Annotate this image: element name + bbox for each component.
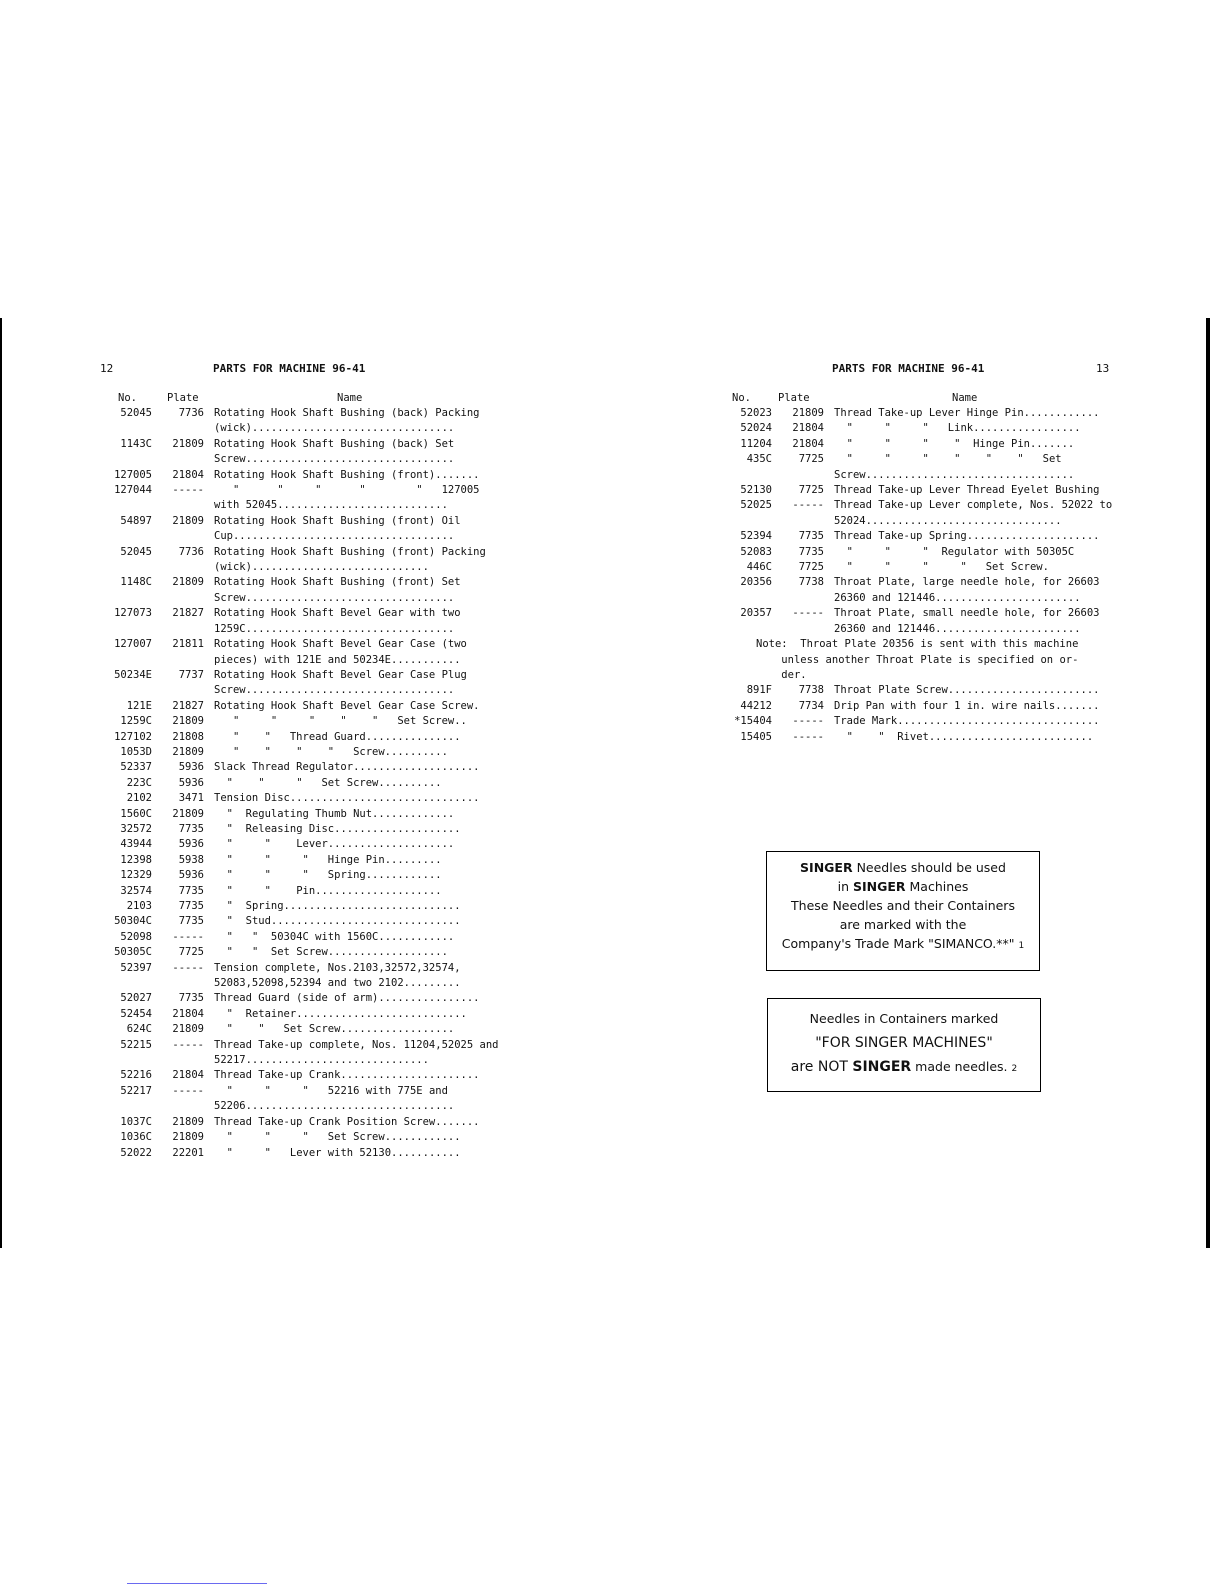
not-singer-notice-box	[767, 998, 1041, 1092]
part-name: Thread Take-up complete, Nos. 11204,52025 and 52217.............................	[214, 1038, 505, 1067]
table-row	[100, 606, 510, 637]
right-page-header	[720, 362, 1130, 380]
table-row	[100, 776, 510, 791]
table-row	[100, 575, 510, 606]
part-name: Drip Pan with four 1 in. wire nails.......	[834, 699, 1100, 712]
part-name: Tension complete, Nos.2103,32572,32574, 52083,52098,52394 and two 2102.........	[214, 961, 467, 990]
box2-line3-pre: are NOT	[790, 1059, 853, 1075]
left-page	[100, 362, 510, 1161]
part-number: 52130	[740, 484, 772, 497]
left-page-edge	[0, 318, 2, 1248]
table-row	[100, 1130, 510, 1145]
plate-number: 21804	[792, 437, 824, 450]
box1-line2-text: Machines	[905, 879, 969, 894]
plate-number: -----	[792, 607, 824, 620]
table-row	[100, 483, 510, 514]
left-page-header	[100, 362, 510, 380]
part-name: " " " 52216 with 775E and 52206.................................	[214, 1084, 455, 1113]
plate-number: 7737	[178, 668, 204, 681]
plate-number: 21809	[172, 715, 204, 728]
col-plate-header: Plate	[167, 392, 199, 404]
plate-number: -----	[792, 715, 824, 728]
part-name: Rotating Hook Shaft Bushing (front) Oil Cup...................................	[214, 514, 467, 543]
plate-number: 22201	[172, 1146, 204, 1159]
table-row	[100, 868, 510, 883]
table-row	[100, 1022, 510, 1037]
part-name: " " " Spring............	[214, 869, 442, 882]
part-name: Rotating Hook Shaft Bevel Gear with two 1259C.................................	[214, 607, 467, 635]
table-row	[720, 560, 1130, 575]
part-number: 15405	[740, 730, 772, 743]
part-number: 52045	[120, 407, 152, 419]
table-row	[720, 529, 1130, 544]
plate-number: -----	[172, 961, 204, 974]
table-row	[100, 853, 510, 868]
part-name: " " " Hinge Pin.........	[214, 853, 442, 866]
box2-line3	[768, 1055, 1040, 1081]
part-name: " " Set Screw..................	[214, 1023, 455, 1036]
table-row	[100, 406, 510, 437]
part-number: 223C	[126, 776, 152, 789]
plate-number: 7736	[178, 545, 204, 558]
part-number: 52023	[740, 407, 772, 419]
col-no-header: No.	[118, 392, 137, 404]
part-number: 52394	[740, 530, 772, 543]
part-name: Thread Guard (side of arm)................	[214, 992, 480, 1005]
page-title: PARTS FOR MACHINE 96-41	[832, 362, 985, 375]
part-name: " " Set Screw...................	[214, 946, 448, 959]
table-row	[100, 945, 510, 960]
plate-number: -----	[172, 1084, 204, 1097]
part-name: " " " " " 127005 with 52045...........................	[214, 484, 486, 512]
part-number: 11204	[740, 437, 772, 450]
part-number: 1259C	[120, 715, 152, 728]
plate-number: 7735	[178, 822, 204, 835]
part-name: " " " " " " Set Screw.................................	[834, 453, 1075, 481]
plate-number: 21809	[172, 1115, 204, 1128]
table-row	[100, 1038, 510, 1069]
part-name: Rotating Hook Shaft Bushing (back) Set Screw.................................	[214, 437, 461, 466]
part-name: Thread Take-up Spring.....................	[834, 530, 1100, 543]
part-name: Thread Take-up Crank......................	[214, 1069, 480, 1082]
table-row	[100, 930, 510, 945]
part-number: 52022	[120, 1146, 152, 1159]
table-row	[100, 791, 510, 806]
part-number: 127007	[114, 638, 152, 651]
plate-number: 21804	[172, 1007, 204, 1020]
plate-number: 21804	[172, 1069, 204, 1082]
part-number: 54897	[120, 514, 152, 527]
part-name: " " " " Hinge Pin.......	[834, 437, 1075, 450]
table-row	[100, 807, 510, 822]
table-row	[100, 837, 510, 852]
table-row	[720, 575, 1130, 606]
col-name-header: Name	[952, 392, 978, 404]
plate-number: 21809	[172, 1131, 204, 1144]
plate-number: 21809	[172, 1023, 204, 1036]
table-row	[100, 514, 510, 545]
part-number: 2102	[126, 792, 152, 805]
part-name: " " Lever with 52130...........	[214, 1146, 461, 1159]
box1-line1-text: Needles should be used	[852, 860, 1006, 875]
parts-list-left	[100, 406, 510, 1161]
box1-line2	[767, 877, 1039, 896]
plate-number: 21804	[172, 468, 204, 481]
table-row	[720, 545, 1130, 560]
table-row	[100, 884, 510, 899]
table-row	[100, 1068, 510, 1083]
part-number: 1036C	[120, 1131, 152, 1144]
part-number: 1037C	[120, 1115, 152, 1128]
plate-number: -----	[172, 1038, 204, 1051]
part-number: 1053D	[120, 745, 152, 758]
plate-number: -----	[172, 930, 204, 943]
table-row	[100, 899, 510, 914]
part-number: 50234E	[114, 668, 152, 681]
part-number: 32574	[120, 884, 152, 897]
plate-number: 7735	[178, 992, 204, 1005]
part-name: Rotating Hook Shaft Bevel Gear Case Plug Screw.................................	[214, 668, 474, 697]
box1-line4: are marked with the	[839, 917, 967, 932]
part-number: 127044	[114, 484, 152, 497]
part-number: 52397	[120, 961, 152, 974]
table-row	[100, 914, 510, 929]
part-number: 20356	[740, 576, 772, 589]
plate-number: -----	[792, 730, 824, 743]
plate-number: 5936	[178, 869, 204, 882]
part-number: 1148C	[120, 576, 152, 589]
box-mark: 1	[1018, 941, 1025, 951]
plate-number: 7735	[178, 900, 204, 912]
part-number: 121E	[126, 699, 152, 712]
part-name: Throat Plate, large needle hole, for 26603 26360 and 121446.......................	[834, 576, 1106, 604]
plate-number: 21809	[172, 437, 204, 450]
plate-number: 7725	[798, 484, 824, 497]
table-row	[100, 730, 510, 745]
table-row	[720, 406, 1130, 421]
plate-number: 7735	[798, 545, 824, 558]
part-number: 43944	[120, 838, 152, 851]
plate-number: 21809	[172, 745, 204, 758]
brand-name: SINGER	[852, 1059, 912, 1075]
part-name: " Spring............................	[214, 900, 461, 912]
part-number: 127102	[114, 730, 152, 743]
footer-link-underline	[127, 1583, 267, 1584]
plate-number: 7735	[798, 530, 824, 543]
plate-number: 5936	[178, 838, 204, 851]
part-name: " " " " Set Screw.	[834, 561, 1049, 574]
page-number: 12	[100, 362, 114, 375]
box-mark: 2	[1011, 1064, 1018, 1074]
parts-list-right-continued	[720, 683, 1130, 745]
table-row	[100, 760, 510, 775]
part-number: *15404	[734, 715, 772, 728]
part-number: 12398	[120, 853, 152, 866]
table-row	[720, 730, 1130, 745]
table-row	[720, 452, 1130, 483]
column-headers	[720, 392, 1130, 406]
part-number: 435C	[746, 453, 772, 466]
box1-line5	[767, 934, 1039, 956]
table-row	[720, 498, 1130, 529]
part-name: " Releasing Disc....................	[214, 822, 461, 835]
col-name-header: Name	[337, 392, 363, 404]
table-row	[100, 1146, 510, 1161]
trademark-text: Company's Trade Mark "SIMANCO.**"	[781, 936, 1015, 951]
part-number: 32572	[120, 822, 152, 835]
part-name: Thread Take-up Lever complete, Nos. 52022 to 52024...............................	[834, 499, 1119, 527]
part-number: 52098	[120, 930, 152, 943]
part-number: 891F	[746, 684, 772, 697]
part-name: " " " Regulator with 50305C	[834, 545, 1075, 558]
table-row	[100, 437, 510, 468]
part-name: Rotating Hook Shaft Bushing (front) Packing (wick)............................	[214, 545, 493, 574]
right-page-edge	[1206, 318, 1210, 1248]
box1-line3: These Needles and their Containers	[791, 898, 1015, 913]
part-name: " " " Set Screw............	[214, 1131, 461, 1144]
part-name: Thread Take-up Lever Thread Eyelet Bushing	[834, 484, 1100, 497]
plate-number: 5938	[178, 853, 204, 866]
table-row	[100, 668, 510, 699]
part-number: 52454	[120, 1007, 152, 1020]
part-name: " " 50304C with 1560C............	[214, 930, 455, 943]
part-name: Throat Plate, small needle hole, for 26603 26360 and 121446.......................	[834, 607, 1106, 635]
part-name: " " Thread Guard...............	[214, 730, 461, 743]
box2-line3-text: made needles.	[911, 1059, 1008, 1074]
part-name: " Regulating Thumb Nut.............	[214, 807, 455, 820]
part-name: " " Rivet..........................	[834, 730, 1094, 743]
right-page	[720, 362, 1130, 745]
plate-number: 21827	[172, 607, 204, 620]
page-number: 13	[1096, 362, 1110, 375]
box1-line2-pre: in	[837, 879, 853, 894]
needles-notice-box	[766, 851, 1040, 971]
throat-plate-note: Note: Throat Plate 20356 is sent with this machine unless another Throat Plate is specified on or- der.	[756, 638, 1079, 681]
part-name: " " " Set Screw..........	[214, 776, 442, 789]
table-row	[720, 421, 1130, 436]
part-name: " " Lever....................	[214, 838, 455, 851]
part-name: Trade Mark................................	[834, 715, 1100, 728]
plate-number: 7725	[178, 946, 204, 959]
brand-name: SINGER	[853, 879, 906, 894]
table-row	[100, 822, 510, 837]
table-row	[100, 714, 510, 729]
part-name: " " " Link.................	[834, 422, 1081, 435]
part-number: 52083	[740, 545, 772, 558]
table-row	[100, 1115, 510, 1130]
part-name: Rotating Hook Shaft Bevel Gear Case (two pieces) with 121E and 50234E...........	[214, 638, 474, 666]
plate-number: 7738	[798, 684, 824, 697]
part-name: " Stud..............................	[214, 915, 461, 928]
part-name: " Retainer...........................	[214, 1007, 467, 1020]
part-name: " " " " Screw..........	[214, 745, 448, 758]
part-number: 446C	[746, 561, 772, 574]
part-number: 50305C	[114, 946, 152, 959]
table-row	[100, 699, 510, 714]
table-row	[100, 961, 510, 992]
box2-line2: "FOR SINGER MACHINES"	[815, 1035, 993, 1051]
part-number: 52215	[120, 1038, 152, 1051]
col-no-header: No.	[732, 392, 751, 404]
plate-number: 7738	[798, 576, 824, 589]
box2-line1: Needles in Containers marked	[809, 1011, 999, 1026]
part-number: 50304C	[114, 915, 152, 928]
part-name: Rotating Hook Shaft Bushing (front) Set Screw.................................	[214, 576, 467, 604]
table-row	[100, 545, 510, 576]
part-number: 52027	[120, 992, 152, 1005]
part-number: 52024	[740, 422, 772, 435]
plate-number: 7735	[178, 915, 204, 928]
part-name: Rotating Hook Shaft Bevel Gear Case Screw.	[214, 699, 480, 712]
plate-number: 7734	[798, 699, 824, 712]
table-row	[100, 637, 510, 668]
table-row	[720, 683, 1130, 698]
part-number: 52337	[120, 761, 152, 774]
table-row	[720, 483, 1130, 498]
table-row	[100, 468, 510, 483]
plate-number: 21809	[172, 576, 204, 589]
part-number: 44212	[740, 699, 772, 712]
table-row	[100, 991, 510, 1006]
part-name: " " Pin....................	[214, 884, 442, 897]
table-row	[100, 1007, 510, 1022]
part-name: Tension Disc..............................	[214, 792, 480, 805]
plate-number: 21809	[172, 807, 204, 820]
part-name: Thread Take-up Lever Hinge Pin............	[834, 407, 1100, 419]
part-number: 2103	[126, 900, 152, 912]
page-title: PARTS FOR MACHINE 96-41	[213, 362, 366, 375]
table-row	[720, 699, 1130, 714]
part-number: 52217	[120, 1084, 152, 1097]
plate-number: -----	[172, 484, 204, 497]
plate-number: 5936	[178, 761, 204, 774]
plate-number: 7725	[798, 453, 824, 466]
column-headers	[100, 392, 510, 406]
part-number: 20357	[740, 607, 772, 620]
table-row	[720, 714, 1130, 729]
table-row	[720, 437, 1130, 452]
part-number: 127073	[114, 607, 152, 620]
plate-number: 21809	[792, 407, 824, 419]
col-plate-header: Plate	[778, 392, 810, 404]
part-number: 1560C	[120, 807, 152, 820]
plate-number: 7735	[178, 884, 204, 897]
parts-list-right	[720, 406, 1130, 637]
table-row	[100, 745, 510, 760]
part-name: Rotating Hook Shaft Bushing (front).......	[214, 468, 480, 481]
plate-number: 21827	[172, 699, 204, 712]
part-number: 52025	[740, 499, 772, 512]
brand-name: SINGER	[800, 860, 853, 875]
plate-number: 3471	[178, 792, 204, 805]
part-name: Thread Take-up Crank Position Screw.......	[214, 1115, 480, 1128]
part-number: 624C	[126, 1023, 152, 1036]
part-name: " " " " " Set Screw..	[214, 715, 467, 728]
plate-number: 21811	[172, 638, 204, 651]
plate-number: 21804	[792, 422, 824, 435]
plate-number: 21808	[172, 730, 204, 743]
box1-line1	[767, 858, 1039, 877]
part-name: Slack Thread Regulator....................	[214, 761, 480, 774]
part-name: Rotating Hook Shaft Bushing (back) Packing (wick)................................	[214, 407, 486, 435]
part-number: 127005	[114, 468, 152, 481]
part-number: 52216	[120, 1069, 152, 1082]
part-number: 12329	[120, 869, 152, 882]
part-name: Throat Plate Screw........................	[834, 684, 1100, 697]
plate-number: 7736	[178, 407, 204, 419]
table-row	[100, 1084, 510, 1115]
part-number: 52045	[120, 545, 152, 558]
plate-number: 21809	[172, 514, 204, 527]
part-number: 1143C	[120, 437, 152, 450]
table-row	[720, 606, 1130, 637]
plate-number: 5936	[178, 776, 204, 789]
plate-number: -----	[792, 499, 824, 512]
plate-number: 7725	[798, 561, 824, 574]
